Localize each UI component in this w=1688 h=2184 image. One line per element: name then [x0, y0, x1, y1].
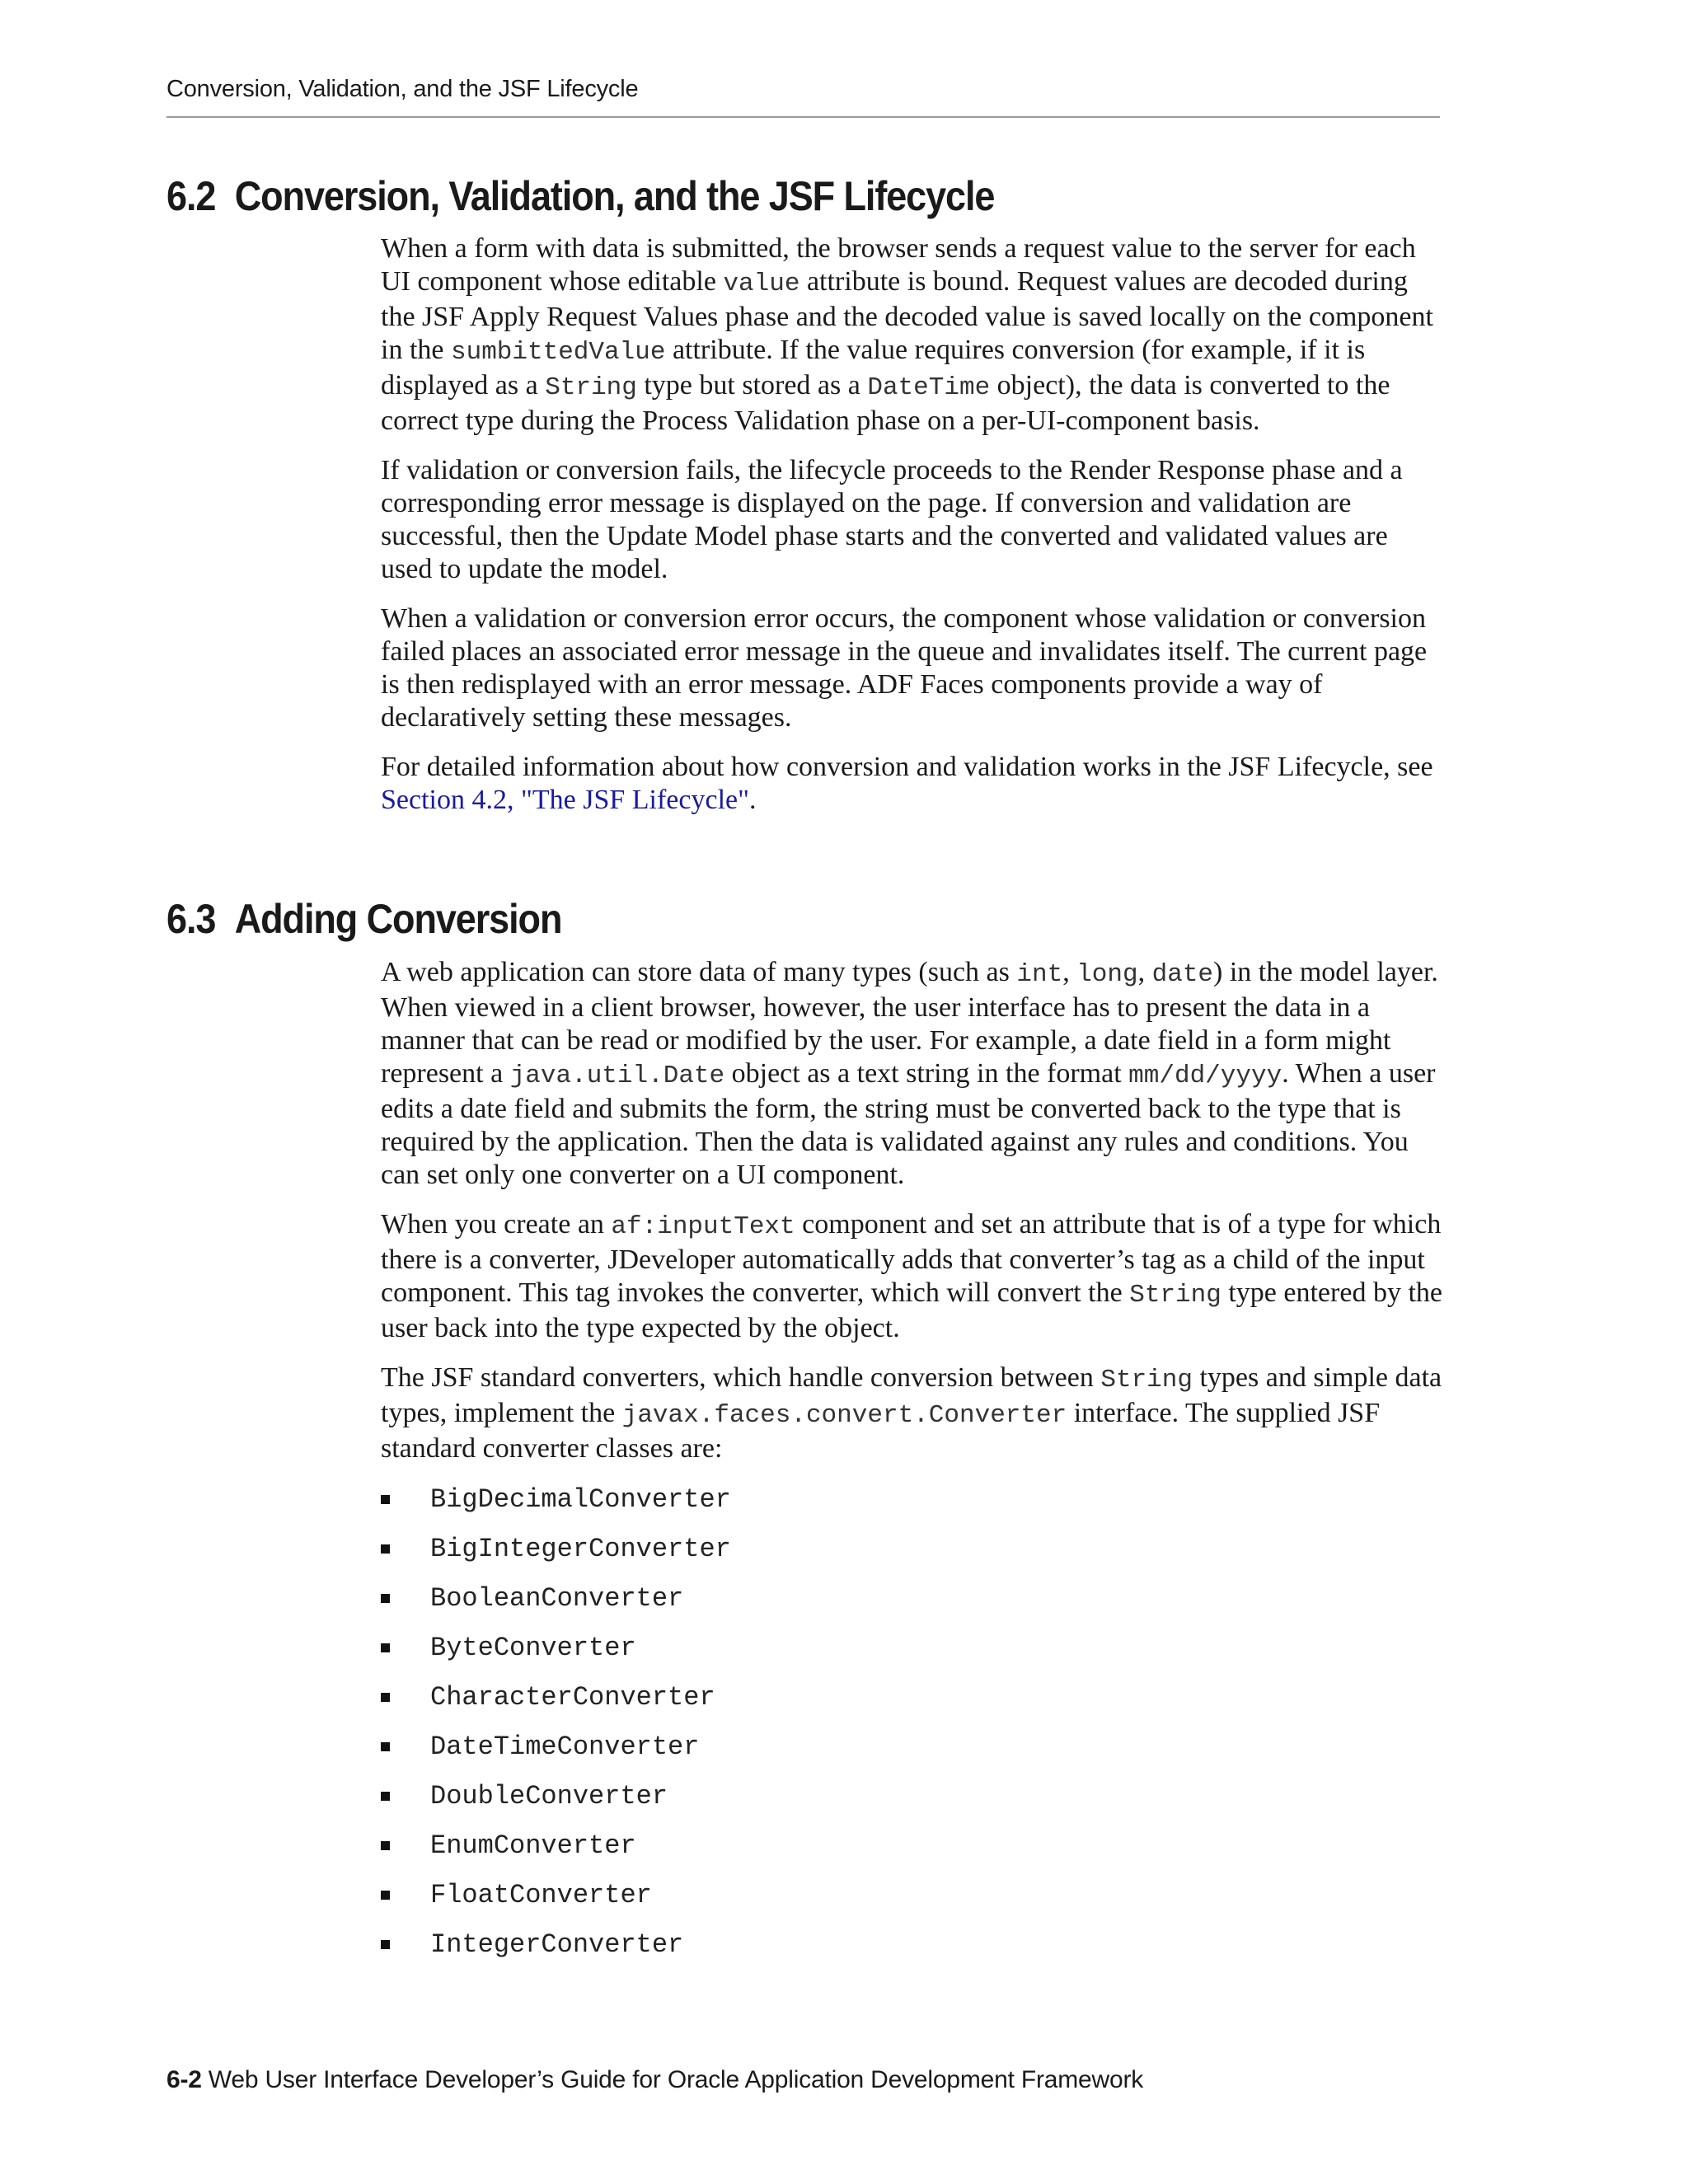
section-heading-6-3	[166, 894, 561, 944]
list-item: FloatConverter	[381, 1877, 1444, 1927]
inline-code: DateTime	[867, 373, 991, 402]
list-item: DoubleConverter	[381, 1779, 1444, 1828]
bullet-icon	[381, 1495, 390, 1504]
list-item: ByteConverter	[381, 1630, 1444, 1680]
bullet-icon	[381, 1891, 390, 1900]
list-item: BooleanConverter	[381, 1581, 1444, 1630]
inline-code: String	[1129, 1281, 1221, 1310]
list-item: DateTimeConverter	[381, 1729, 1444, 1779]
book-title: Web User Interface Developer’s Guide for Oracle Application Development Framework	[208, 2066, 1144, 2093]
list-item: IntegerConverter	[381, 1927, 1444, 1976]
list-item: CharacterConverter	[381, 1680, 1444, 1729]
section-number: 6.3	[166, 896, 216, 942]
section-6-2-body	[381, 232, 1444, 833]
bullet-icon	[381, 1742, 390, 1751]
paragraph: If validation or conversion fails, the lifecycle proceeds to the Render Response phase and a corresponding error message is displayed on the page. If conversion and validation are successful, then the Update Model phase starts and the converted and validated values are used to update the model.	[381, 455, 1403, 584]
inline-code: sumbittedValue	[450, 338, 666, 367]
section-title: Conversion, Validation, and the JSF Lifecycle	[234, 173, 995, 219]
section-title: Adding Conversion	[234, 896, 562, 942]
bullet-icon	[381, 1841, 390, 1850]
paragraph: For detailed information about how conversion and validation works in the JSF Lifecycle, see Section 4.2, "The JSF Lifecycle".	[381, 752, 1433, 815]
section-number: 6.2	[166, 173, 216, 219]
inline-code: java.util.Date	[509, 1062, 725, 1090]
list-item: EnumConverter	[381, 1828, 1444, 1877]
inline-code: long	[1076, 960, 1138, 989]
paragraph: When a form with data is submitted, the browser sends a request value to the server for each UI component whose editable value attribute is bound. Request values are decoded during the JSF Apply Request Values phase and the decoded value is saved locally on the component in the sumbittedValue attribute. If the value requires conversion (for example, if it is displayed as a String type but stored as a DateTime object), the data is converted to the correct type during the Process Validation phase on a per-UI-component basis.	[381, 233, 1433, 436]
list-item: BigIntegerConverter	[381, 1531, 1444, 1581]
bullet-icon	[381, 1693, 390, 1702]
inline-code: String	[545, 373, 637, 402]
inline-code: int	[1016, 960, 1063, 989]
running-header: Conversion, Validation, and the JSF Lifecycle	[166, 76, 639, 102]
inline-code: date	[1151, 960, 1214, 989]
bullet-icon	[381, 1594, 390, 1603]
list-item: BigDecimalConverter	[381, 1482, 1444, 1531]
inline-code: value	[723, 269, 800, 298]
bullet-icon	[381, 1643, 390, 1652]
inline-code: String	[1100, 1366, 1193, 1394]
paragraph: The JSF standard converters, which handle conversion between String types and simple data types, implement the javax.faces.convert.Converter interface. The supplied JSF standard converter classes are:	[381, 1362, 1442, 1464]
paragraph: A web application can store data of many types (such as int, long, date) in the model layer. When viewed in a client browser, however, the user interface has to present the data in a manner that can be read or modified by the user. For example, a date field in a form might represent a java.util.Date object as a text string in the format mm/dd/yyyy. When a user edits a date field and submits the form, the string must be converted back to the type that is required by the application. Then the data is validated against any rules and conditions. You can set only one converter on a UI component.	[381, 957, 1438, 1190]
paragraph: When a validation or conversion error occurs, the component whose validation or conversion failed places an associated error message in the queue and invalidates itself. The current page is then redisplayed with an error message. ADF Faces components provide a way of declaratively setting these messages.	[381, 603, 1428, 733]
paragraph: When you create an af:inputText component and set an attribute that is of a type for which there is a converter, JDeveloper automatically adds that converter’s tag as a child of the input component. This tag invokes the converter, which will convert the String type entered by the user back into the type expected by the object.	[381, 1209, 1442, 1343]
header-rule	[166, 116, 1440, 118]
section-heading-6-2	[166, 171, 994, 221]
section-6-3-body	[381, 956, 1444, 1976]
section-4-2-link[interactable]: Section 4.2, "The JSF Lifecycle"	[381, 785, 749, 815]
inline-code: mm/dd/yyyy	[1128, 1062, 1282, 1090]
converter-list	[381, 1482, 1444, 1976]
inline-code: af:inputText	[611, 1212, 795, 1241]
page-footer	[166, 2066, 1143, 2094]
bullet-icon	[381, 1940, 390, 1949]
bullet-icon	[381, 1792, 390, 1801]
page-number: 6-2	[166, 2066, 202, 2093]
bullet-icon	[381, 1544, 390, 1554]
inline-code: javax.faces.convert.Converter	[621, 1401, 1067, 1430]
